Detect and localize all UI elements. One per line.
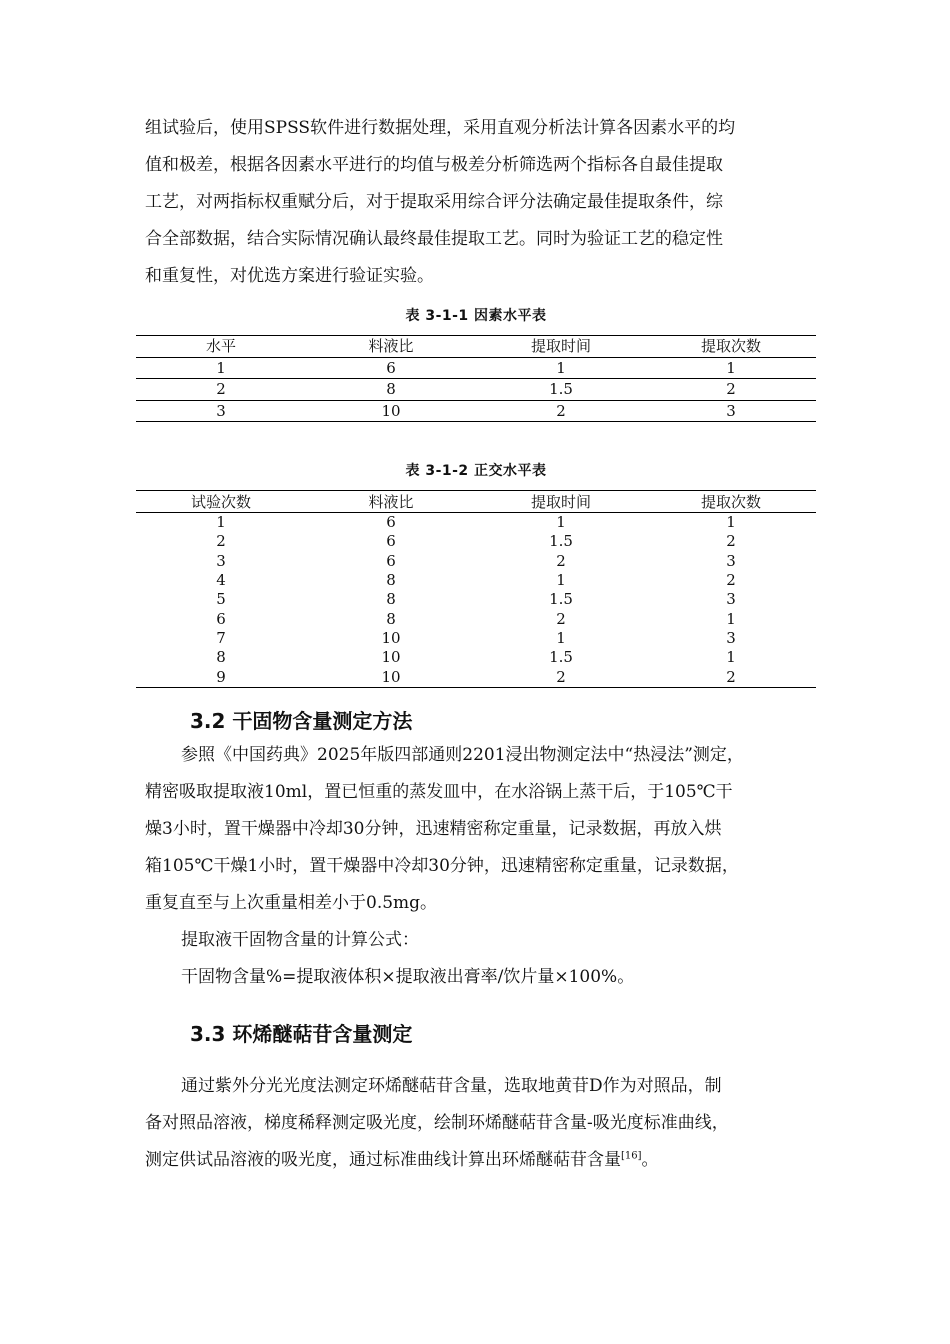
table-header-cell: 提取次数	[646, 491, 816, 513]
table-header-cell: 提取时间	[476, 491, 646, 513]
table-cell: 2	[646, 379, 816, 401]
table-cell: 6	[386, 551, 396, 570]
table-cell: 4	[216, 571, 226, 590]
table-row	[136, 379, 816, 401]
section32-paragraph	[145, 737, 825, 996]
table-row	[136, 667, 816, 687]
table-row	[136, 629, 816, 648]
section33-line: 通过紫外分光光度法测定环烯醚萜苷含量，选取地黄苷D作为对照品，制	[181, 1076, 722, 1096]
table-cell: 2	[136, 379, 306, 401]
table-cell: 2	[726, 532, 736, 551]
section32-line: 燥3小时，置干燥器中冷却30分钟，迅速精密称定重量，记录数据，再放入烘	[145, 819, 722, 839]
table-cell: 3	[216, 551, 226, 570]
table-cell: 8	[386, 590, 396, 609]
table-cell: 2	[726, 667, 736, 686]
section-heading-3-3: 3.3 环烯醚萜苷含量测定	[190, 1022, 413, 1046]
factor-level-table	[136, 335, 816, 422]
table-cell: 1.5	[549, 648, 573, 667]
table-cell: 10	[381, 667, 401, 686]
section-heading-3-2: 3.2 干固物含量测定方法	[190, 709, 413, 733]
table-cell: 7	[216, 628, 226, 647]
table-cell: 1	[476, 357, 646, 379]
intro-line: 合全部数据，结合实际情况确认最终最佳提取工艺。同时为验证工艺的稳定性	[145, 229, 723, 249]
table-cell: 3	[726, 628, 736, 647]
formula-label: 提取液干固物含量的计算公式：	[181, 930, 419, 950]
table-cell: 1	[556, 513, 566, 532]
table-row	[136, 590, 816, 609]
formula: 干固物含量%=提取液体积×提取液出膏率/饮片量×100%。	[181, 967, 635, 987]
table-row	[136, 552, 816, 571]
table-cell: 10	[381, 401, 401, 420]
table-header-cell: 水平	[136, 336, 306, 358]
intro-line: 工艺，对两指标权重赋分后，对于提取采用综合评分法确定最佳提取条件，综	[145, 192, 723, 212]
table-row	[136, 571, 816, 590]
table-cell: 1	[136, 357, 306, 379]
table-cell: 5	[216, 590, 226, 609]
orthogonal-level-table	[136, 490, 816, 688]
intro-line: 值和极差，根据各因素水平进行的均值与极差分析筛选两个指标各自最佳提取	[145, 155, 723, 175]
table2-caption: 表 3-1-2 正交水平表	[405, 463, 547, 479]
table-header-cell: 提取时间	[476, 336, 646, 358]
table-row	[136, 513, 816, 533]
intro-paragraph	[145, 110, 825, 295]
table-cell: 8	[386, 609, 396, 628]
section33-paragraph	[145, 1068, 825, 1179]
table-cell: 6	[386, 513, 396, 532]
table-cell: 10	[381, 628, 401, 647]
table-cell: 2	[726, 571, 736, 590]
table-cell: 1	[726, 609, 736, 628]
table-cell: 2	[556, 667, 566, 686]
table-cell: 2	[556, 609, 566, 628]
table-header-cell: 提取次数	[646, 336, 816, 358]
table-cell: 1.5	[549, 590, 573, 609]
table-cell: 9	[216, 667, 226, 686]
table-cell: 1	[726, 513, 736, 532]
table-cell: 1	[556, 628, 566, 647]
table-cell: 8	[216, 648, 226, 667]
section33-line	[145, 1142, 825, 1179]
table-cell: 6	[306, 357, 476, 379]
table-cell: 8	[386, 571, 396, 590]
section33-line: 备对照品溶液，梯度稀释测定吸光度，绘制环烯醚萜苷含量-吸光度标准曲线，	[145, 1113, 729, 1133]
table-cell: 2	[556, 401, 566, 420]
table-header-cell: 试验次数	[136, 491, 306, 513]
table-cell: 2	[216, 532, 226, 551]
table-header-row	[136, 336, 816, 358]
table-row	[136, 648, 816, 667]
section33-line-text: 测定供试品溶液的吸光度，通过标准曲线计算出环烯醚萜苷含量	[145, 1150, 621, 1170]
table-cell: 1	[726, 648, 736, 667]
table-row	[136, 609, 816, 628]
table-cell: 1	[556, 571, 566, 590]
section32-line: 箱105℃干燥1小时，置干燥器中冷却30分钟，迅速精密称定重量，记录数据，	[145, 856, 739, 876]
end-mark: 。	[641, 1150, 659, 1170]
table-cell: 3	[726, 401, 736, 420]
citation-ref[interactable]: [16]	[621, 1150, 642, 1162]
table-cell: 6	[386, 532, 396, 551]
table-cell: 3	[726, 551, 736, 570]
table-header-row	[136, 491, 816, 513]
table-cell: 1	[216, 513, 226, 532]
table-header-cell: 料液比	[306, 336, 476, 358]
intro-line: 组试验后，使用SPSS软件进行数据处理，采用直观分析法计算各因素水平的均	[145, 118, 736, 138]
table-cell: 3	[216, 401, 226, 420]
table-row	[136, 532, 816, 551]
table-cell: 3	[726, 590, 736, 609]
table-header-cell: 料液比	[306, 491, 476, 513]
table-row	[136, 357, 816, 379]
table-row	[136, 400, 816, 422]
section32-line: 精密吸取提取液10ml，置已恒重的蒸发皿中，在水浴锅上蒸干后，于105℃干	[145, 782, 733, 802]
table-cell: 1	[646, 357, 816, 379]
section32-line: 重复直至与上次重量相差小于0.5mg。	[145, 893, 438, 913]
table1-caption: 表 3-1-1 因素水平表	[405, 308, 547, 324]
table-cell: 6	[216, 609, 226, 628]
table-cell: 8	[306, 379, 476, 401]
table-cell: 10	[381, 648, 401, 667]
table-cell: 1.5	[476, 379, 646, 401]
section32-line: 参照《中国药典》2025年版四部通则2201浸出物测定法中“热浸法”测定，	[181, 745, 744, 765]
intro-line: 和重复性，对优选方案进行验证实验。	[145, 266, 434, 286]
table-cell: 2	[556, 551, 566, 570]
table-cell: 1.5	[549, 532, 573, 551]
